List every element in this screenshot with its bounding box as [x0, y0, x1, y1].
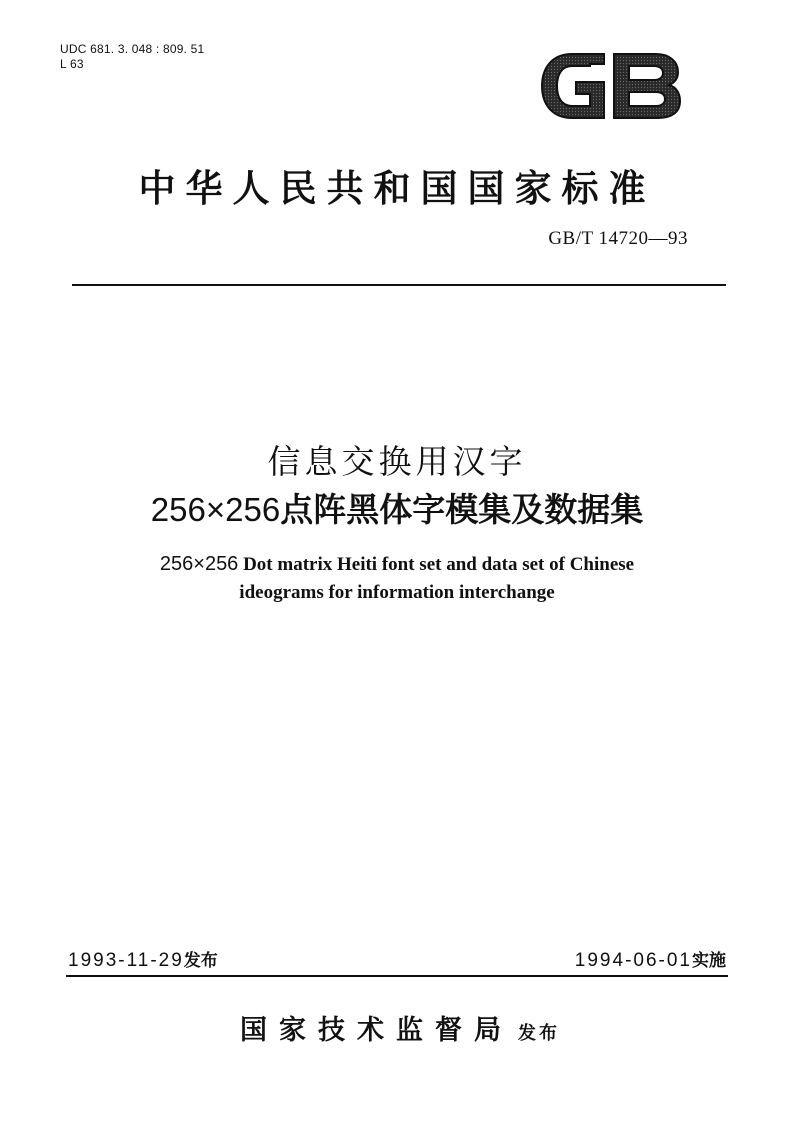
udc-block: [60, 42, 204, 72]
english-title-line-1: [0, 550, 794, 579]
footer-divider: [66, 975, 728, 977]
classification-code: L 63: [60, 57, 84, 71]
issue-date-value: 1993-11-29: [68, 950, 184, 971]
issuing-organization: 国家技术监督局: [239, 1015, 513, 1046]
national-standard-title: 中华人民共和国国家标准: [138, 166, 656, 210]
standard-number: GB/T 14720—93: [548, 228, 688, 249]
issuing-authority: [170, 1008, 630, 1047]
issue-date: [68, 946, 218, 972]
udc-code: UDC 681. 3. 048 : 809. 51: [60, 42, 205, 56]
effective-date: [480, 946, 726, 972]
issue-date-label: 发布: [183, 951, 218, 971]
chinese-title-size: 256×256: [150, 491, 281, 528]
effective-date-label: 实施: [692, 951, 726, 971]
english-title: [0, 550, 794, 607]
issuing-action: 发布: [518, 1023, 561, 1044]
gb-logo: [538, 50, 684, 122]
effective-date-value: 1994-06-01: [574, 950, 692, 971]
english-title-line-2: ideograms for information interchange: [239, 582, 555, 603]
header-divider: [72, 284, 726, 286]
english-title-size: 256×256: [159, 553, 239, 575]
chinese-title-line-2: [0, 484, 794, 531]
chinese-title-text: 点阵黑体字模集及数据集: [280, 490, 644, 529]
english-title-text-1: Dot matrix Heiti font set and data set of Chinese: [243, 554, 635, 575]
chinese-title-line-1: 信息交换用汉字: [267, 442, 527, 481]
